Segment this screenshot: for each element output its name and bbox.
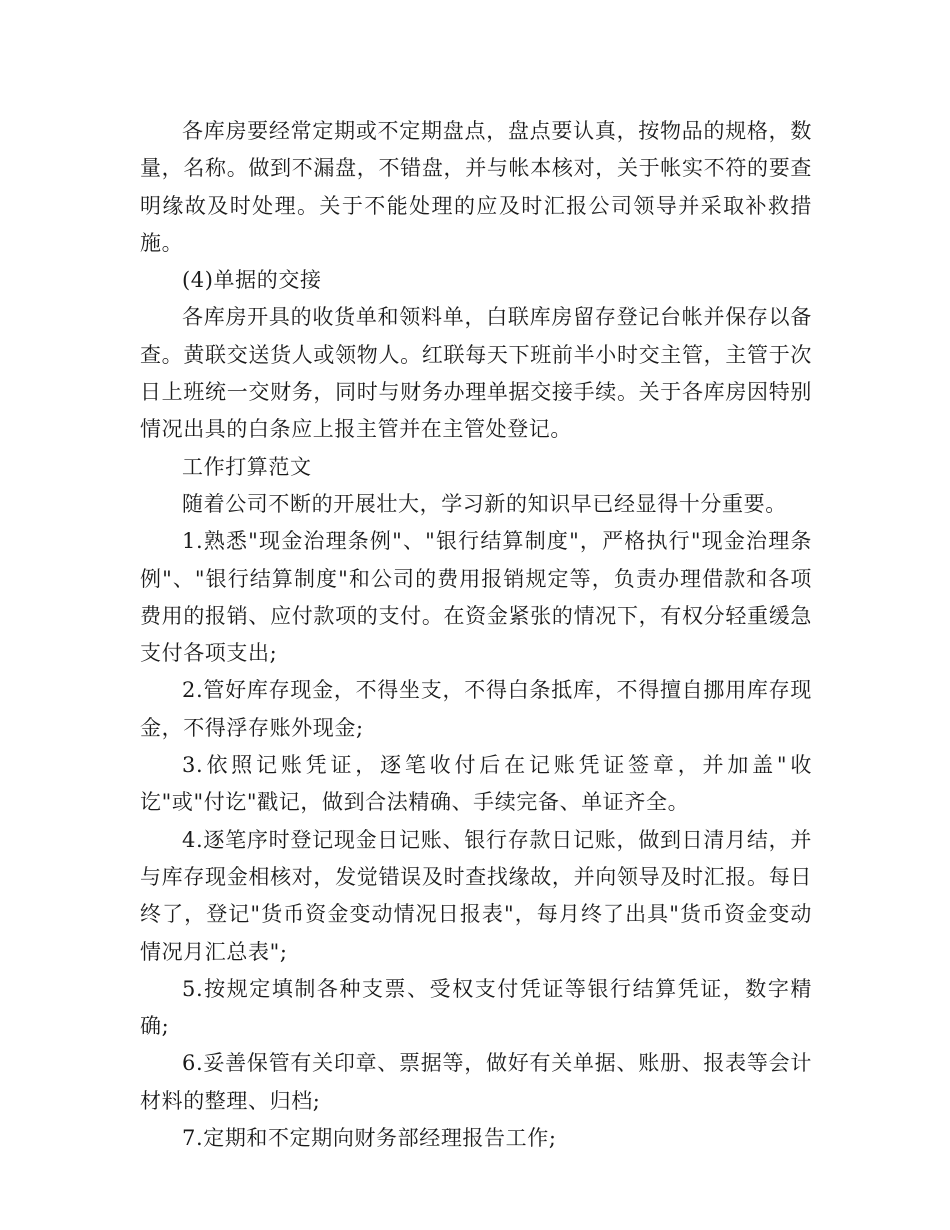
list-item-2: 2.管好库存现金，不得坐支，不得白条抵库，不得擅自挪用库存现金，不得浮存账外现金; (140, 678, 812, 740)
list-item-1: 1.熟悉"现金治理条例"、"银行结算制度"，严格执行"现金治理条例"、"银行结算制度"和公司的费用报销规定等，负责办理借款和各项费用的报销、应付款项的支付。在资金紧张的情况下，有权分轻重缓急支付各项支出; (140, 529, 812, 666)
paragraph-intro: 随着公司不断的开展壮大，学习新的知识早已经显得十分重要。 (182, 491, 787, 516)
document-body (140, 113, 812, 1157)
list-item-5: 5.按规定填制各种支票、受权支付凭证等银行结算凭证，数字精确; (140, 976, 812, 1039)
list-item-7: 7.定期和不定期向财务部经理报告工作; (182, 1126, 557, 1151)
paragraph-inventory-check: 各库房要经常定期或不定期盘点，盘点要认真，按物品的规格，数量，名称。做到不漏盘，不错盘，并与帐本核对，关于帐实不符的要查明缘故及时处理。关于不能处理的应及时汇报公司领导并采取补救措施。 (140, 119, 812, 255)
section-heading-work-plan: 工作打算范文 (182, 454, 312, 479)
list-item-3: 3.依照记账凭证，逐笔收付后在记账凭证签章，并加盖"收讫"或"付讫"戳记，做到合法精确、手续完备、单证齐全。 (140, 753, 812, 815)
list-item-6: 6.妥善保管有关印章、票据等，做好有关单据、账册、报表等会计材料的整理、归档; (140, 1051, 812, 1113)
paragraph-document-handover: 各库房开具的收货单和领料单，白联库房留存登记台帐并保存以备查。黄联交送货人或领物人。红联每天下班前半小时交主管，主管于次日上班统一交财务，同时与财务办理单据交接手续。关于各库房因特别情况出具的白条应上报主管并在主管处登记。 (140, 305, 812, 442)
section-heading-document-handover: (4)单据的交接 (182, 268, 322, 293)
list-item-4: 4.逐笔序时登记现金日记账、银行存款日记账，做到日清月结，并与库存现金相核对，发觉错误及时查找缘故，并向领导及时汇报。每日终了，登记"货币资金变动情况日报表"，每月终了出具"货币资金变动情况月汇总表"; (140, 827, 812, 964)
